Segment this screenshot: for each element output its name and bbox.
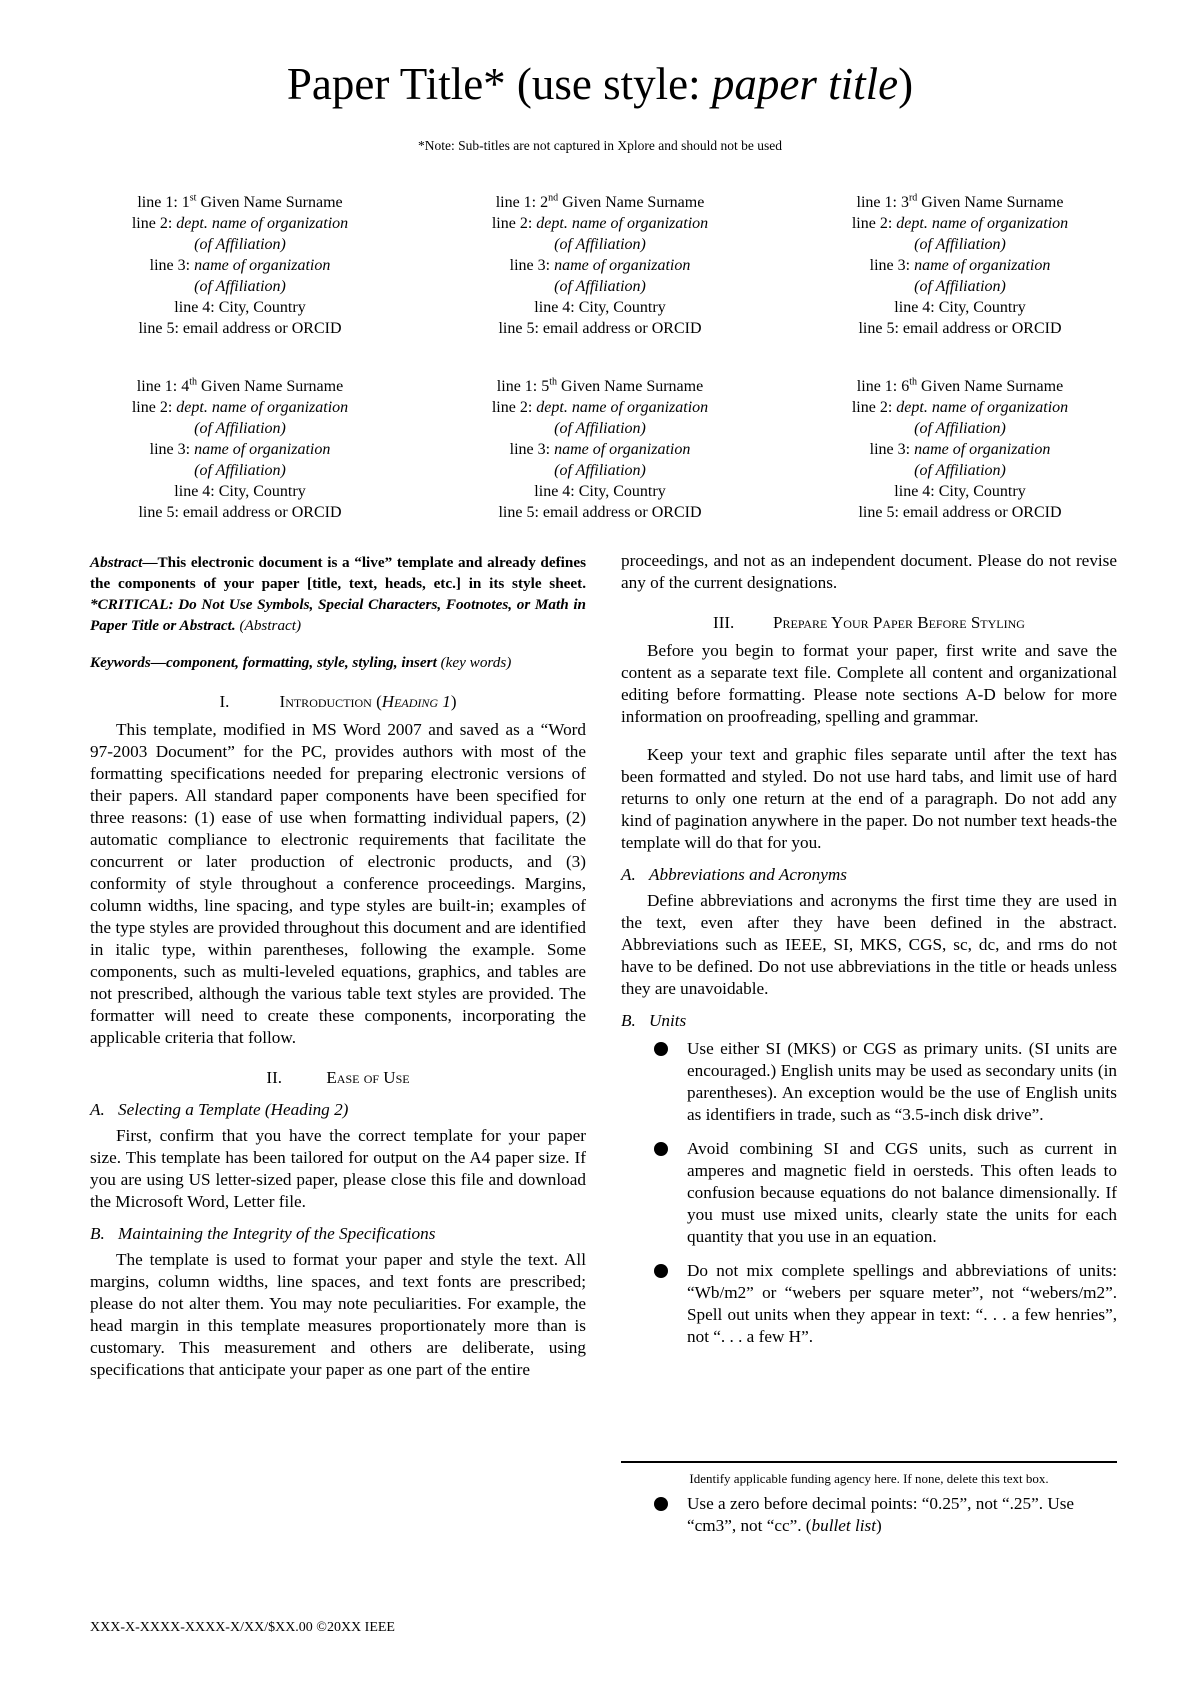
- author-name: Given Name Surname: [917, 378, 1064, 395]
- author-line-1-text: line 1: 2: [495, 194, 549, 211]
- author-affiliation: (of Affiliation): [914, 236, 1006, 253]
- author-line-1-text: line 1: 5: [496, 378, 550, 395]
- copyright-line: XXX-X-XXXX-XXXX-X/XX/$XX.00 ©20XX IEEE: [90, 1620, 395, 1635]
- author-affiliation: (of Affiliation): [914, 420, 1006, 437]
- list-item: [621, 1260, 1117, 1348]
- subsection-heading-units: [621, 1010, 1117, 1032]
- abstract-text: This electronic document is a “live” template and already defines the components of your paper [title, text, heads, etc.] in its style sheet.: [90, 554, 586, 592]
- heading-paren-initial: H: [381, 692, 395, 711]
- author-block: [60, 192, 420, 339]
- author-block: [420, 376, 780, 523]
- author-row-1: [60, 192, 1140, 339]
- author-email: line 5: email address or ORCID: [858, 504, 1062, 521]
- abstract-label: Abstract: [90, 554, 143, 571]
- author-location: line 4: City, Country: [894, 299, 1026, 316]
- subsection-title: Abbreviations and Acronyms: [649, 865, 847, 884]
- author-affiliation: (of Affiliation): [554, 420, 646, 437]
- bullet-icon: [654, 1497, 668, 1511]
- keywords-label: Keywords: [90, 654, 151, 671]
- author-affiliation: (of Affiliation): [194, 236, 286, 253]
- abstract-tail: (Abstract): [235, 617, 302, 634]
- author-dept: dept. name of organization: [536, 215, 709, 232]
- author-affiliation: (of Affiliation): [554, 278, 646, 295]
- author-ordinal: rd: [908, 192, 918, 204]
- author-row-2: [60, 376, 1140, 523]
- heading-initial: I: [279, 692, 286, 711]
- paper-title: [0, 56, 1200, 112]
- heading-paren-close: ): [450, 692, 457, 711]
- bullet-icon: [654, 1142, 668, 1156]
- subsection-heading-selecting-template: [90, 1099, 586, 1121]
- author-line-1: [60, 192, 420, 213]
- abstract-critical: *CRITICAL: Do Not Use Symbols, Special Characters, Footnotes, or Math in Paper Title or Abstract.: [90, 596, 586, 634]
- author-line-2: [60, 213, 420, 234]
- author-dept: dept. name of organization: [176, 215, 349, 232]
- author-organization: name of organization: [914, 441, 1051, 458]
- author-affiliation: (of Affiliation): [194, 462, 286, 479]
- section-heading-ease-of-use: [90, 1067, 586, 1089]
- author-block: [780, 192, 1140, 339]
- author-ordinal: st: [189, 192, 197, 204]
- author-line-2: [780, 213, 1140, 234]
- author-line-3: [780, 255, 1140, 276]
- selecting-template-paragraph: First, confirm that you have the correct template for your paper size. This template has been tailored for output on the A4 paper size. If you are using US letter-sized paper, please close this file and download the Microsoft Word, Letter file.: [90, 1126, 586, 1211]
- author-line-2-label: line 2:: [851, 215, 897, 232]
- author-email: line 5: email address or ORCID: [858, 320, 1062, 337]
- keywords-text: —component, formatting, style, styling, insert: [150, 654, 437, 671]
- bullet-text: Use either SI (MKS) or CGS as primary units. (SI units are encouraged.) English units may be used as secondary units (in parentheses). An exception would be the use of English units as identifiers in trade, such as “3.5-inch disk drive”.: [687, 1039, 1117, 1124]
- bullet-text: Avoid combining SI and CGS units, such as current in amperes and magnetic field in oersteds. This often leads to confusion because equations do not balance dimensionally. If you must use mixed units, clearly state the units for each quantity that you use in an equation.: [687, 1139, 1117, 1246]
- author-organization: name of organization: [554, 257, 691, 274]
- author-affiliation: (of Affiliation): [914, 278, 1006, 295]
- author-line-3-label: line 3:: [869, 257, 915, 274]
- bullet-icon: [654, 1042, 668, 1056]
- author-line-3-label: line 3:: [869, 441, 915, 458]
- author-line-2-label: line 2:: [851, 399, 897, 416]
- author-dept: dept. name of organization: [536, 399, 709, 416]
- author-line-2-label: line 2:: [491, 215, 537, 232]
- author-line-3: [420, 439, 780, 460]
- author-name: Given Name Surname: [557, 378, 704, 395]
- author-line-3-label: line 3:: [509, 257, 555, 274]
- prepare-paragraph-1: Before you begin to format your paper, first write and save the content as a separate text file. Complete all content and organizational editing before formatting. Please note sections A-D below for more information on proofreading, spelling and grammar.: [621, 641, 1117, 726]
- introduction-paragraph: This template, modified in MS Word 2007 and saved as a “Word 97-2003 Document” for the PC, provides authors with most of the formatting specifications needed for preparing electronic versions of their papers. All standard paper components have been specified for three reasons: (1) ease of use when formatting individual papers, (2) automatic compliance to electronic requirements that facilitate the concurrent or later production of electronic products, and (3) conformity of style throughout a conference proceedings. Margins, column widths, line spacing, and type styles are built-in; examples of the type styles are provided throughout this document and are identified in italic type, within parentheses, following the example. Some components, such as multi-leveled equations, graphics, and tables are not prescribed, although the various table text styles are provided. The formatter will need to create these components, incorporating the applicable criteria that follow.: [90, 720, 586, 1047]
- author-line-3: [60, 255, 420, 276]
- author-name: Given Name Surname: [196, 194, 343, 211]
- author-name: Given Name Surname: [197, 378, 344, 395]
- author-location: line 4: City, Country: [174, 483, 306, 500]
- subsection-number: B.: [90, 1224, 105, 1243]
- author-line-1-text: line 1: 3: [856, 194, 909, 211]
- section-title: Prepare Your Paper Before Styling: [773, 613, 1025, 632]
- author-line-1: [420, 376, 780, 397]
- author-name: Given Name Surname: [558, 194, 705, 211]
- section-number: I.: [219, 692, 230, 711]
- author-affiliation: (of Affiliation): [194, 420, 286, 437]
- section-heading-prepare-paper: [621, 612, 1117, 634]
- right-column: [621, 550, 1117, 1360]
- subsection-number: B.: [621, 1011, 636, 1030]
- author-dept: dept. name of organization: [896, 399, 1069, 416]
- author-line-1-text: line 1: 4: [136, 378, 190, 395]
- section-number: III.: [713, 613, 735, 632]
- author-line-2: [420, 213, 780, 234]
- author-organization: name of organization: [914, 257, 1051, 274]
- section-heading-introduction: [90, 691, 586, 713]
- author-line-3: [420, 255, 780, 276]
- funding-footnote: Identify applicable funding agency here. If none, delete this text box.: [689, 1471, 1049, 1486]
- abstract-dash: —: [142, 554, 158, 571]
- author-line-2-label: line 2:: [131, 399, 177, 416]
- title-text: Paper Title* (use style:: [286, 59, 712, 109]
- author-line-1: [780, 192, 1140, 213]
- author-affiliation: (of Affiliation): [914, 462, 1006, 479]
- author-dept: dept. name of organization: [896, 215, 1069, 232]
- list-item: [621, 1138, 1117, 1248]
- author-dept: dept. name of organization: [176, 399, 349, 416]
- author-line-3-label: line 3:: [509, 441, 555, 458]
- bullet-icon: [654, 1264, 668, 1278]
- author-email: line 5: email address or ORCID: [498, 504, 702, 521]
- bullet-italic: bullet list: [811, 1516, 876, 1535]
- author-ordinal: th: [189, 376, 198, 388]
- author-location: line 4: City, Country: [174, 299, 306, 316]
- author-email: line 5: email address or ORCID: [138, 320, 342, 337]
- section-number: II.: [266, 1068, 282, 1087]
- abbreviations-paragraph: Define abbreviations and acronyms the first time they are used in the text, even after they have been defined in the abstract. Abbreviations such as IEEE, SI, MKS, CGS, sc, dc, and rms do not have to be defined. Do not use abbreviations in the title or heads unless they are unavoidable.: [621, 891, 1117, 998]
- units-bullet-list: [621, 1038, 1117, 1348]
- integrity-paragraph: The template is used to format your paper and style the text. All margins, column widths, line spaces, and text fonts are prescribed; please do not alter them. You may note peculiarities. For example, the head margin in this template measures proportionately more than is customary. This measurement and others are deliberate, using specifications that anticipate your paper as one part of the entire: [90, 1250, 586, 1379]
- heading-paren-rest: eading 1: [394, 692, 451, 711]
- author-line-3-label: line 3:: [149, 441, 195, 458]
- author-location: line 4: City, Country: [534, 299, 666, 316]
- author-line-2-label: line 2:: [491, 399, 537, 416]
- keywords-tail: (key words): [436, 654, 512, 671]
- bullet-text: Do not mix complete spellings and abbreviations of units: “Wb/m2” or “webers per square meter”, not “webers/m2”. Spell out units when they appear in text: “. . . a few henries”, not “. . . a few H”.: [687, 1261, 1117, 1346]
- author-location: line 4: City, Country: [894, 483, 1026, 500]
- keywords: [90, 652, 586, 673]
- title-close: ): [898, 59, 914, 109]
- footnote-rule: [621, 1461, 1117, 1463]
- bullet-list-continued: [621, 1493, 1117, 1537]
- author-line-1-text: line 1: 1: [137, 194, 190, 211]
- author-organization: name of organization: [554, 441, 691, 458]
- author-block: [60, 376, 420, 523]
- author-organization: name of organization: [194, 257, 331, 274]
- continued-paragraph: proceedings, and not as an independent document. Please do not revise any of the current designations.: [621, 551, 1117, 592]
- author-ordinal: nd: [548, 192, 559, 204]
- subsection-number: A.: [90, 1100, 105, 1119]
- author-email: line 5: email address or ORCID: [138, 504, 342, 521]
- author-ordinal: th: [549, 376, 558, 388]
- subsection-title: Selecting a Template (Heading 2): [118, 1100, 349, 1119]
- subsection-number: A.: [621, 865, 636, 884]
- title-italic: paper title: [711, 59, 899, 109]
- author-line-2: [780, 397, 1140, 418]
- author-line-2: [420, 397, 780, 418]
- author-line-1: [60, 376, 420, 397]
- author-line-3: [780, 439, 1140, 460]
- author-line-1: [780, 376, 1140, 397]
- author-line-1-text: line 1: 6: [856, 378, 910, 395]
- abstract: [90, 552, 586, 636]
- heading-rest: ntroduction: [285, 692, 372, 711]
- subtitle-note: *Note: Sub-titles are not captured in Xplore and should not be used: [417, 138, 783, 153]
- author-location: line 4: City, Country: [534, 483, 666, 500]
- author-block: [780, 376, 1140, 523]
- list-item: [621, 1493, 1117, 1537]
- subsection-heading-integrity: [90, 1223, 586, 1245]
- paragraph-gap: [621, 728, 1117, 744]
- author-line-2-label: line 2:: [131, 215, 177, 232]
- heading-paren-open: (: [371, 692, 382, 711]
- section-title: Ease of Use: [326, 1068, 410, 1087]
- subsection-heading-abbreviations: [621, 864, 1117, 886]
- author-affiliation: (of Affiliation): [194, 278, 286, 295]
- footnote-box: [621, 1461, 1117, 1549]
- author-affiliation: (of Affiliation): [554, 462, 646, 479]
- author-affiliation: (of Affiliation): [554, 236, 646, 253]
- author-line-2: [60, 397, 420, 418]
- author-line-1: [420, 192, 780, 213]
- left-column: [90, 552, 586, 1381]
- author-organization: name of organization: [194, 441, 331, 458]
- author-line-3: [60, 439, 420, 460]
- bullet-text: Use a zero before decimal points: “0.25”, not “.25”. Use “cm3”, not “cc”. (: [687, 1494, 1075, 1535]
- subsection-title: Maintaining the Integrity of the Specifications: [118, 1224, 436, 1243]
- subsection-title: Units: [649, 1011, 687, 1030]
- author-name: Given Name Surname: [917, 194, 1064, 211]
- author-line-3-label: line 3:: [149, 257, 195, 274]
- author-email: line 5: email address or ORCID: [498, 320, 702, 337]
- list-item: [621, 1038, 1117, 1126]
- author-ordinal: th: [909, 376, 918, 388]
- bullet-close: ): [876, 1516, 882, 1535]
- author-block: [420, 192, 780, 339]
- prepare-paragraph-2: Keep your text and graphic files separate until after the text has been formatted and styled. Do not use hard tabs, and limit use of hard returns to only one return at the end of a paragraph. Do not add any kind of pagination anywhere in the paper. Do not number text heads-the template will do that for you.: [621, 745, 1117, 852]
